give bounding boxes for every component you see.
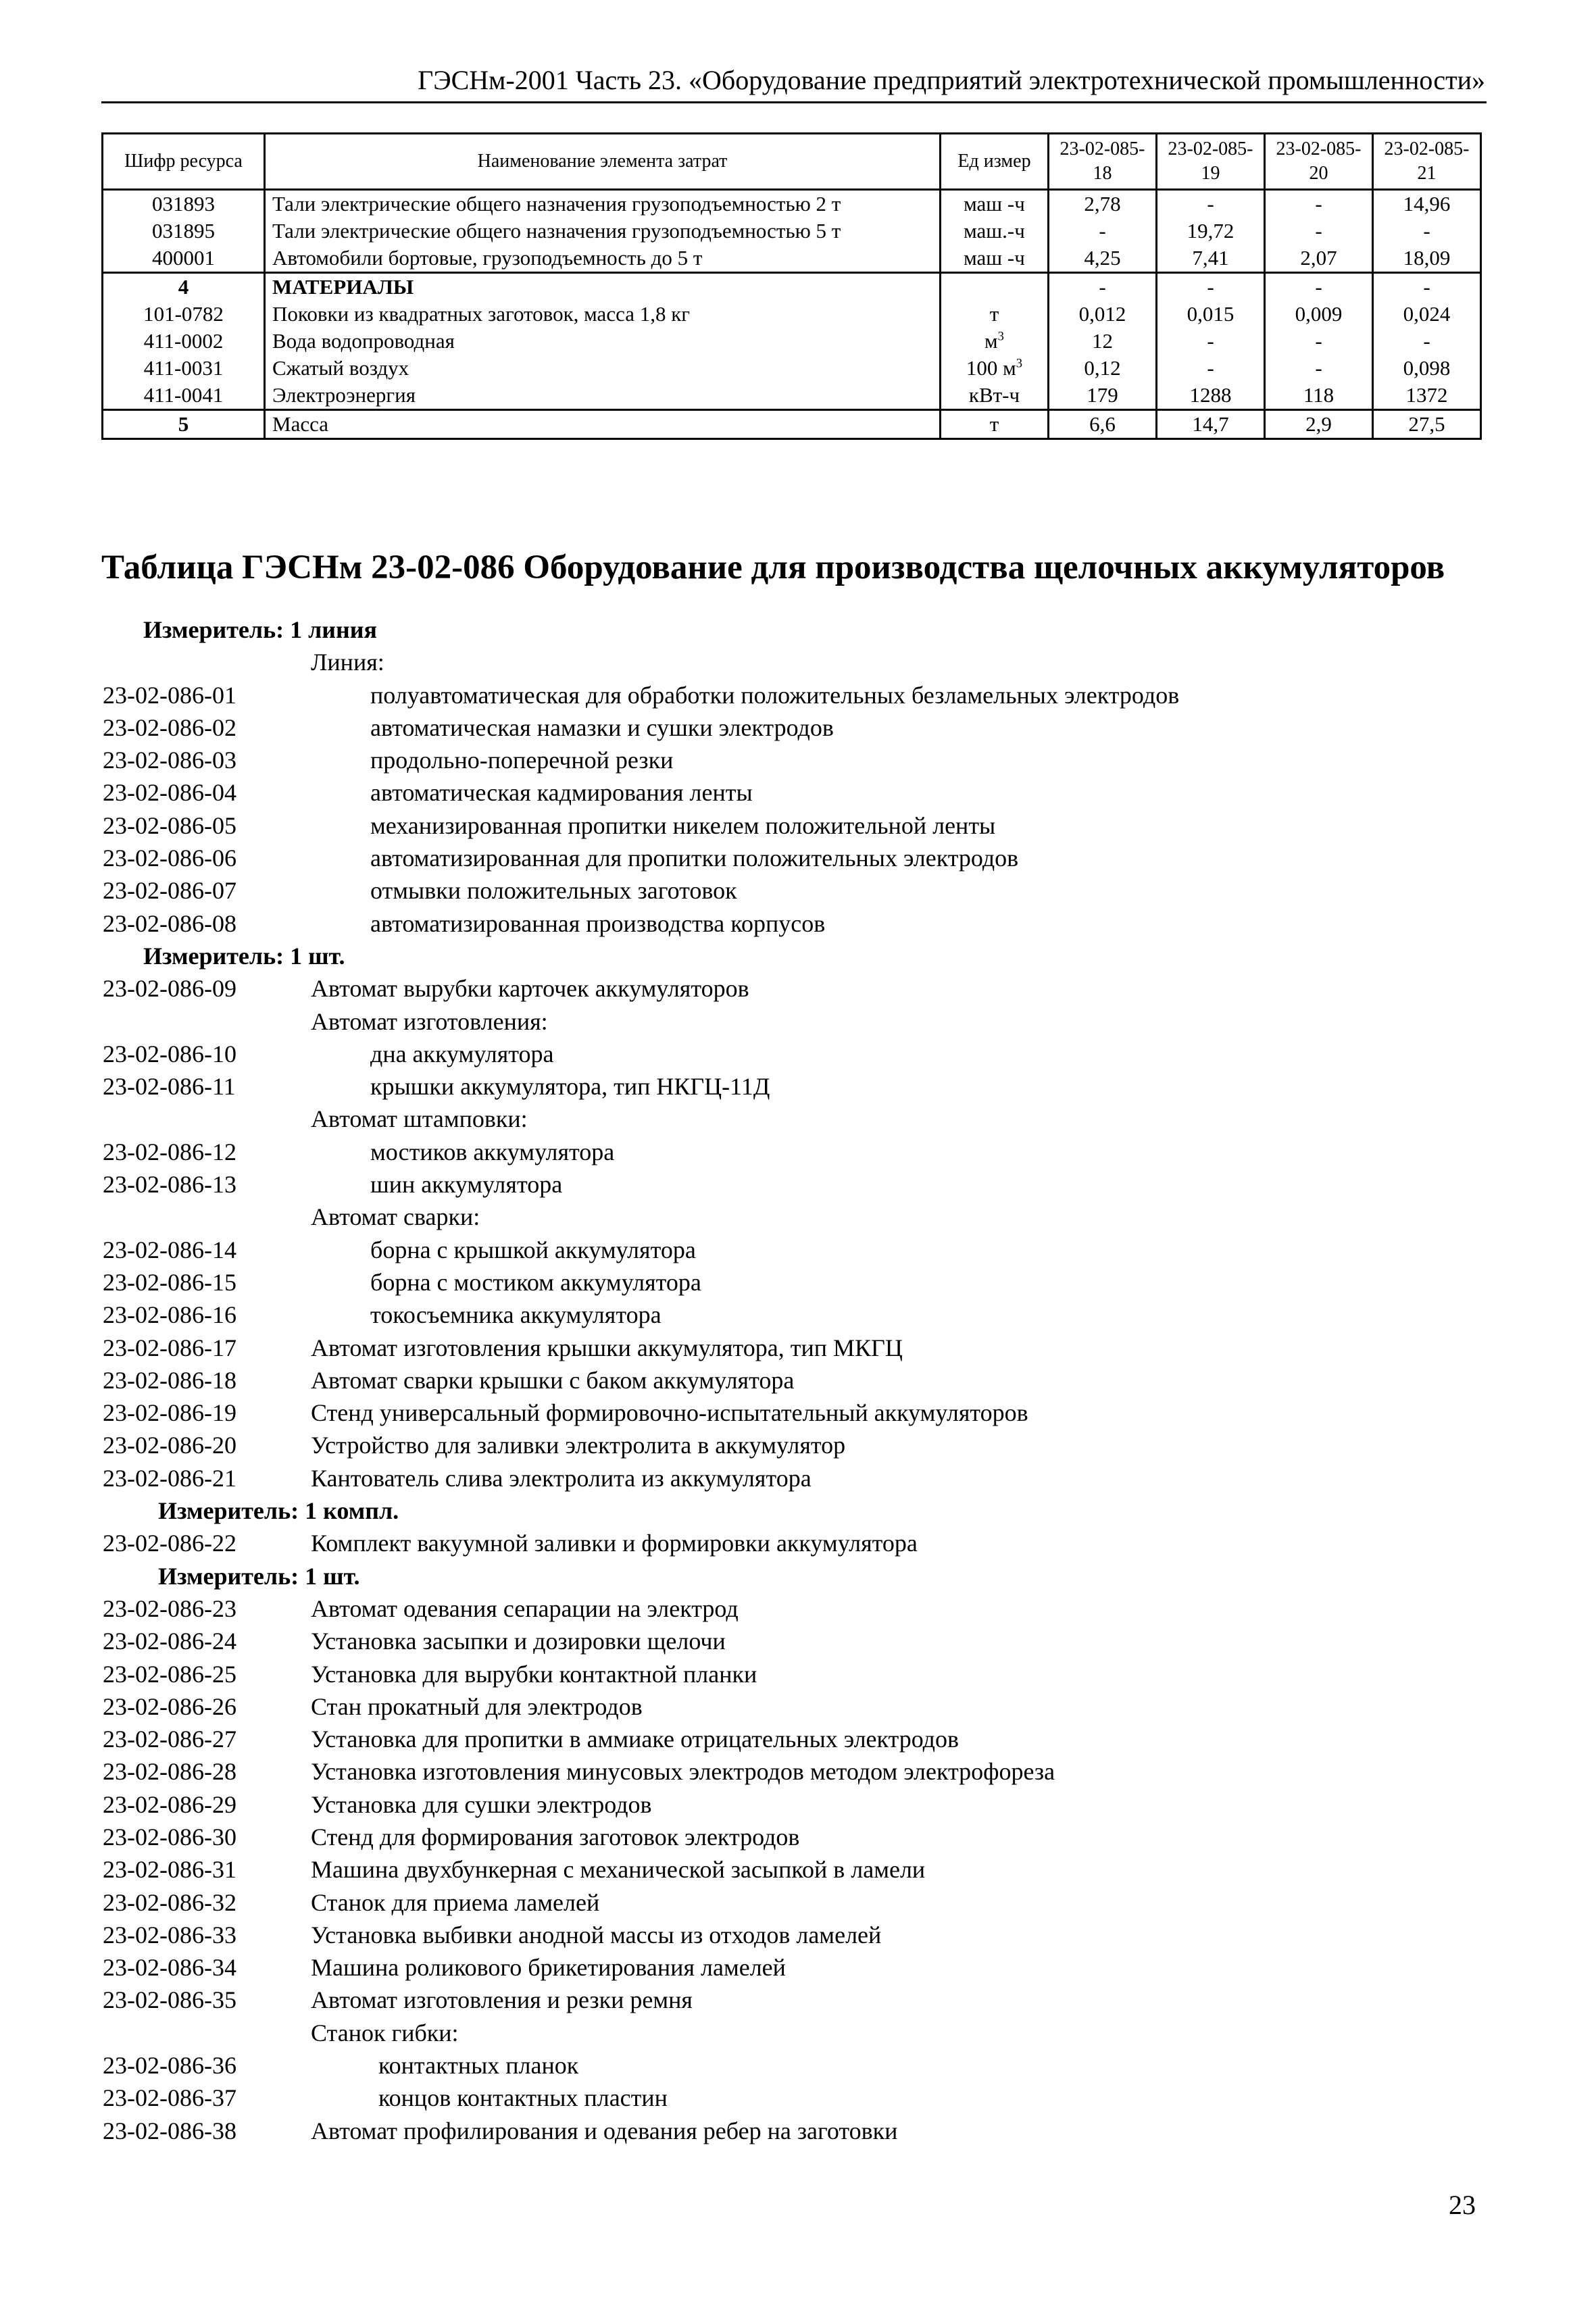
cell-unit xyxy=(941,273,1049,301)
list-item: 23-02-086-29 Установка для сушки электродов xyxy=(103,1790,652,1818)
list-item: 23-02-086-28 Установка изготовления минусовых электродов методом электрофореза xyxy=(103,1758,1055,1786)
group-heading: Линия: xyxy=(311,649,384,676)
list-item: 23-02-086-22 Комплект вакуумной заливки и формировки аккумулятора xyxy=(103,1530,918,1557)
list-item: 23-02-086-19 Стенд универсальный формировочно-испытательный аккумуляторов xyxy=(103,1399,1028,1427)
page-number: 23 xyxy=(1449,2190,1476,2220)
cell-value: - xyxy=(1265,190,1373,218)
list-item: 23-02-086-24 Установка засыпки и дозировки щелочи xyxy=(103,1628,726,1655)
list-item: 23-02-086-30 Стенд для формирования заготовок электродов xyxy=(103,1823,800,1851)
resource-table xyxy=(101,132,1482,440)
cell-unit: 100 $м^3$ xyxy=(941,355,1049,382)
cell-name: Сжатый воздух xyxy=(265,355,941,382)
cell-value: - xyxy=(1265,218,1373,245)
table-row xyxy=(103,273,1481,301)
cell-value: 1372 xyxy=(1373,382,1481,410)
measure-line xyxy=(0,613,1596,646)
cell-unit: маш -ч xyxy=(941,245,1049,273)
list-item: 23-02-086-05 механизированная пропитки никелем положительной ленты xyxy=(103,811,996,839)
cell-unit: т xyxy=(941,410,1049,439)
list-item: 23-02-086-33 Установка выбивки анодной массы из отходов ламелей xyxy=(103,1921,882,1948)
list-item: 23-02-086-11 крышки аккумулятора, тип НКГЦ-11Д xyxy=(103,1073,770,1101)
cell-code: 411-0041 xyxy=(103,382,265,410)
measure-line xyxy=(0,940,1596,972)
list-item: 23-02-086-34 Машина роликового брикетирования ламелей xyxy=(103,1954,786,1982)
list-item: 23-02-086-02 автоматическая намазки и сушки электродов xyxy=(103,713,834,741)
table-row xyxy=(103,218,1481,245)
list-item: 23-02-086-01 полуавтоматическая для обработки положительных безламельных электродов xyxy=(103,681,1180,709)
cell-code: 101-0782 xyxy=(103,301,265,328)
list-item: 23-02-086-36 контактных планок xyxy=(103,2052,579,2080)
cell-value: 18,09 xyxy=(1373,245,1481,273)
list-item: 23-02-086-25 Установка для вырубки контактной планки xyxy=(103,1660,757,1688)
table-row xyxy=(103,382,1481,410)
list-item: 23-02-086-12 мостиков аккумулятора xyxy=(103,1138,615,1165)
cell-value: 0,009 xyxy=(1265,301,1373,328)
column-header: Наименование элемента затрат xyxy=(265,134,941,190)
cell-code: 031895 xyxy=(103,218,265,245)
cell-value: 2,78 xyxy=(1049,190,1157,218)
cell-code: 031893 xyxy=(103,190,265,218)
cell-value: 14,7 xyxy=(1157,410,1265,439)
list-item: 23-02-086-07 отмывки положительных заготовок xyxy=(103,877,737,905)
cell-name: Автомобили бортовые, грузоподъемность до 5 т xyxy=(265,245,941,273)
cell-value: - xyxy=(1265,328,1373,355)
cell-value: 118 xyxy=(1265,382,1373,410)
column-header: 23-02-085-20 xyxy=(1265,134,1373,190)
cell-unit: кВт-ч xyxy=(941,382,1049,410)
cell-unit: маш.-ч xyxy=(941,218,1049,245)
cell-value: 0,12 xyxy=(1049,355,1157,382)
cell-value: 2,07 xyxy=(1265,245,1373,273)
item-list xyxy=(0,613,1596,2147)
list-item: 23-02-086-32 Станок для приема ламелей xyxy=(103,1888,600,1916)
table-header-row xyxy=(103,134,1481,190)
table-row xyxy=(103,410,1481,439)
list-item: 23-02-086-26 Стан прокатный для электродов xyxy=(103,1692,643,1720)
column-header: 23-02-085-21 xyxy=(1373,134,1481,190)
cell-name: Электроэнергия xyxy=(265,382,941,410)
measure-label: Измеритель: 1 линия xyxy=(143,616,378,643)
cell-code: 400001 xyxy=(103,245,265,273)
cell-value: 179 xyxy=(1049,382,1157,410)
cell-name: Тали электрические общего назначения грузоподъемностью 5 т xyxy=(265,218,941,245)
cell-value: 0,012 xyxy=(1049,301,1157,328)
cell-value: 14,96 xyxy=(1373,190,1481,218)
cell-value: - xyxy=(1157,328,1265,355)
measure-label: Измеритель: 1 компл. xyxy=(158,1497,399,1525)
cell-code: 5 xyxy=(103,410,265,439)
cell-value: - xyxy=(1157,273,1265,301)
list-item: 23-02-086-14 борна с крышкой аккумулятора xyxy=(103,1236,696,1263)
list-item: 23-02-086-37 концов контактных пластин xyxy=(103,2084,668,2112)
cell-value: 6,6 xyxy=(1049,410,1157,439)
cell-name: МАТЕРИАЛЫ xyxy=(265,273,941,301)
list-item: 23-02-086-13 шин аккумулятора xyxy=(103,1171,563,1199)
table-row xyxy=(103,328,1481,355)
table-row xyxy=(103,301,1481,328)
measure-line xyxy=(0,1494,1596,1527)
list-item: 23-02-086-38 Автомат профилирования и одевания ребер на заготовки xyxy=(103,2117,898,2144)
cell-value: 0,098 xyxy=(1373,355,1481,382)
list-item: 23-02-086-03 продольно-поперечной резки xyxy=(103,747,674,774)
cell-value: 4,25 xyxy=(1049,245,1157,273)
list-item: 23-02-086-35 Автомат изготовления и резки ремня xyxy=(103,1986,693,2014)
list-item: 23-02-086-16 токосъемника аккумулятора xyxy=(103,1301,662,1329)
cell-value: - xyxy=(1373,218,1481,245)
cell-value: 19,72 xyxy=(1157,218,1265,245)
list-item: 23-02-086-20 Устройство для заливки электролита в аккумулятор xyxy=(103,1432,846,1459)
list-item: 23-02-086-08 автоматизированная производства корпусов xyxy=(103,909,826,937)
cell-value: - xyxy=(1265,355,1373,382)
cell-value: 0,024 xyxy=(1373,301,1481,328)
list-item: 23-02-086-17 Автомат изготовления крышки аккумулятора, тип МКГЦ xyxy=(103,1334,903,1361)
table-title: Таблица ГЭСНм 23-02-086 Оборудование для производства щелочных аккумуляторов xyxy=(101,549,1445,586)
cell-value: 12 xyxy=(1049,328,1157,355)
cell-code: 411-0031 xyxy=(103,355,265,382)
list-item: 23-02-086-31 Машина двухбункерная с механической засыпкой в ламели xyxy=(103,1856,926,1884)
cell-value: - xyxy=(1157,355,1265,382)
cell-value: - xyxy=(1373,328,1481,355)
cell-value: - xyxy=(1157,190,1265,218)
group-heading: Автомат штамповки: xyxy=(311,1105,528,1133)
list-item: 23-02-086-15 борна с мостиком аккумулятора xyxy=(103,1268,701,1296)
cell-code: 411-0002 xyxy=(103,328,265,355)
cell-name: Вода водопроводная xyxy=(265,328,941,355)
cell-code: 4 xyxy=(103,273,265,301)
group-heading: Автомат изготовления: xyxy=(311,1007,548,1035)
cell-value: 2,9 xyxy=(1265,410,1373,439)
column-header: Шифр ресурса xyxy=(103,134,265,190)
cell-name: Масса xyxy=(265,410,941,439)
cell-unit: $м^3$ xyxy=(941,328,1049,355)
list-item: 23-02-086-04 автоматическая кадмирования ленты xyxy=(103,779,753,807)
list-item: 23-02-086-18 Автомат сварки крышки с баком аккумулятора xyxy=(103,1366,795,1394)
cell-value: - xyxy=(1373,273,1481,301)
table-row xyxy=(103,355,1481,382)
measure-line xyxy=(0,1560,1596,1592)
cell-value: 0,015 xyxy=(1157,301,1265,328)
group-heading: Автомат сварки: xyxy=(311,1203,480,1231)
group-heading: Станок гибки: xyxy=(311,2019,459,2046)
list-item: 23-02-086-27 Установка для пропитки в аммиаке отрицательных электродов xyxy=(103,1726,959,1753)
header-rule xyxy=(101,101,1487,103)
list-item: 23-02-086-06 автоматизированная для пропитки положительных электродов xyxy=(103,845,1019,872)
column-header: 23-02-085-18 xyxy=(1049,134,1157,190)
column-header: 23-02-085-19 xyxy=(1157,134,1265,190)
cell-unit: т xyxy=(941,301,1049,328)
measure-label: Измеритель: 1 шт. xyxy=(158,1562,360,1590)
running-header: ГЭСНм-2001 Часть 23. «Оборудование предприятий электротехнической промышленности» xyxy=(418,65,1485,95)
cell-value: 1288 xyxy=(1157,382,1265,410)
list-item: 23-02-086-21 Кантователь слива электролита из аккумулятора xyxy=(103,1464,812,1492)
column-header: Ед измер xyxy=(941,134,1049,190)
cell-unit: маш -ч xyxy=(941,190,1049,218)
cell-value: - xyxy=(1049,218,1157,245)
cell-value: 7,41 xyxy=(1157,245,1265,273)
table-row xyxy=(103,190,1481,218)
cell-name: Поковки из квадратных заготовок, масса 1,8 кг xyxy=(265,301,941,328)
list-item: 23-02-086-23 Автомат одевания сепарации на электрод xyxy=(103,1594,739,1622)
measure-label: Измеритель: 1 шт. xyxy=(143,942,345,970)
cell-name: Тали электрические общего назначения грузоподъемностью 2 т xyxy=(265,190,941,218)
cell-value: - xyxy=(1049,273,1157,301)
cell-value: - xyxy=(1265,273,1373,301)
table-row xyxy=(103,245,1481,273)
list-item: 23-02-086-09 Автомат вырубки карточек аккумуляторов xyxy=(103,975,749,1003)
list-item: 23-02-086-10 дна аккумулятора xyxy=(103,1040,554,1067)
cell-value: 27,5 xyxy=(1373,410,1481,439)
